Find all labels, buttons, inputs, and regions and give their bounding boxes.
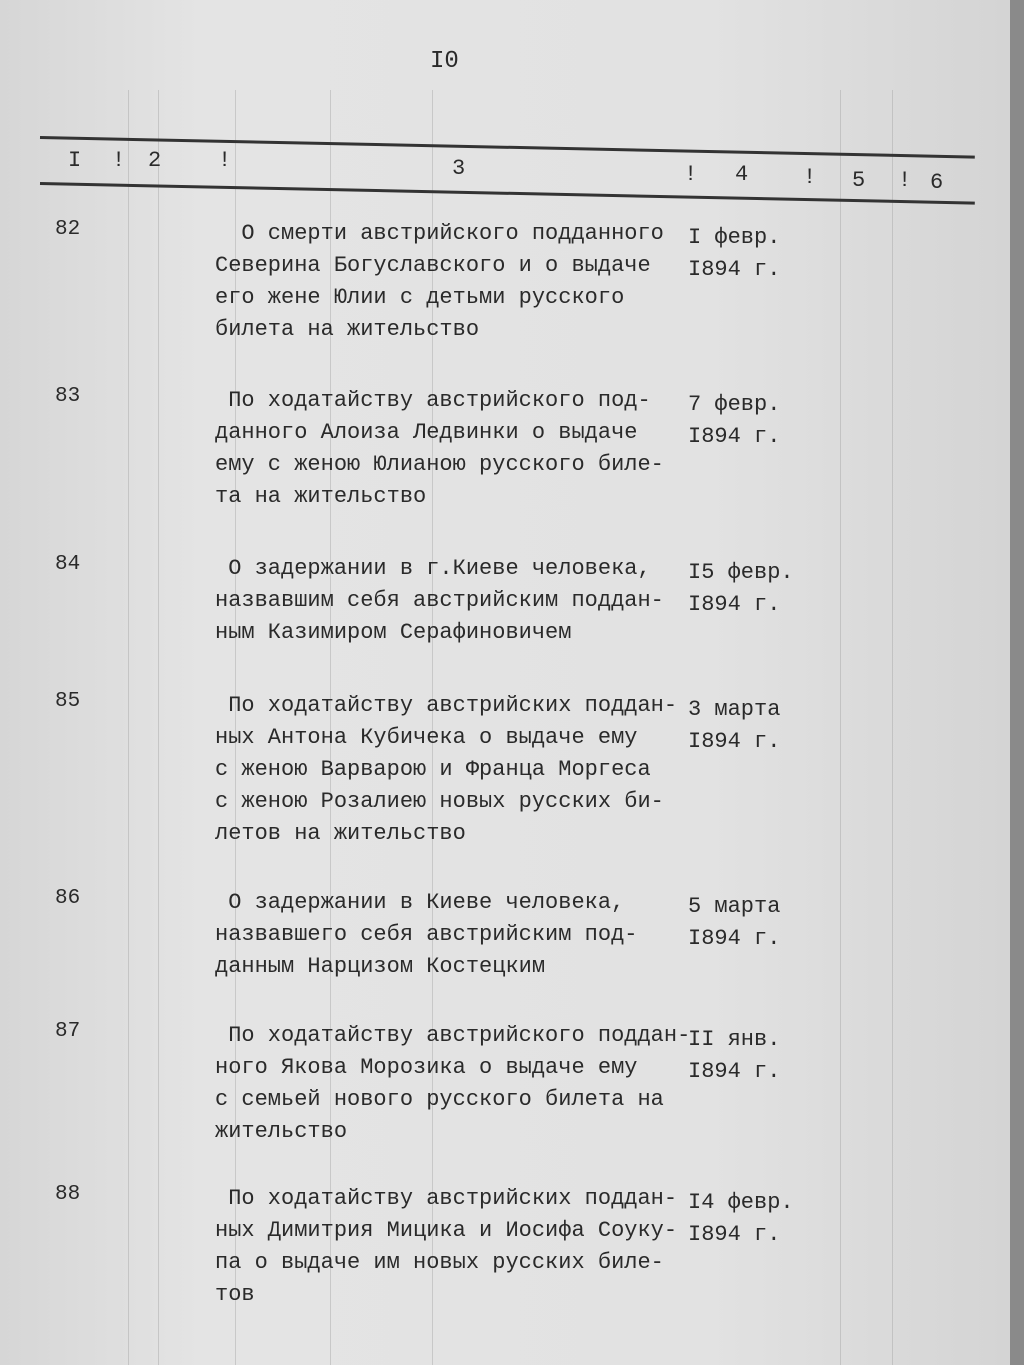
entry-description [215, 218, 664, 346]
date-line: I894 г. [688, 424, 781, 449]
entry-date [688, 1187, 794, 1251]
date-line: 3 марта [688, 697, 781, 722]
description-line: данного Алоиза Ледвинки о выдаче [215, 420, 638, 445]
date-line: I894 г. [688, 1222, 781, 1247]
header-separator: ! [898, 168, 912, 193]
description-line: Северина Богуславского и о выдаче [215, 253, 651, 278]
entry-date [688, 891, 780, 955]
entry-description [215, 553, 664, 649]
header-separator: ! [112, 148, 126, 173]
description-line: О задержании в г.Киеве человека, [215, 556, 651, 581]
entry-date [688, 694, 780, 758]
header-separator: ! [218, 148, 232, 173]
column-rule [128, 90, 129, 1365]
entry-number: 84 [55, 553, 81, 576]
date-line: I894 г. [688, 926, 781, 951]
description-line: летов на жительство [215, 821, 466, 846]
date-line: I4 февр. [688, 1190, 794, 1215]
date-line: I894 г. [688, 257, 781, 282]
entry-number: 87 [55, 1020, 81, 1043]
column-rule [840, 90, 841, 1365]
header-separator: ! [684, 162, 698, 187]
entry-number: 83 [55, 385, 81, 408]
column-rule [892, 90, 893, 1365]
description-line: та на жительство [215, 484, 427, 509]
date-line: 5 марта [688, 894, 781, 919]
date-line: I февр. [688, 225, 781, 250]
entry-date [688, 389, 780, 453]
entry-number: 85 [55, 690, 81, 713]
entry-description [215, 1183, 677, 1311]
date-line: I894 г. [688, 1059, 781, 1084]
description-line: По ходатайству австрийского поддан- [215, 1023, 691, 1048]
entry-date [688, 222, 780, 286]
date-line: I894 г. [688, 729, 781, 754]
entry-description [215, 385, 664, 513]
header-bottom-rule [40, 182, 975, 205]
date-line: 7 февр. [688, 392, 781, 417]
date-line: I5 февр. [688, 560, 794, 585]
header-col: 2 [148, 148, 162, 173]
description-line: данным Нарцизом Костецким [215, 954, 546, 979]
entry-description [215, 1020, 690, 1148]
header-col: 4 [735, 162, 749, 187]
description-line: ных Димитрия Мицика и Иосифа Соуку- [215, 1218, 678, 1243]
description-line: с женою Розалиею новых русских би- [215, 789, 664, 814]
header-col: 6 [930, 170, 944, 195]
entry-number: 86 [55, 887, 81, 910]
header-col: 5 [852, 168, 866, 193]
description-line: с семьей нового русского билета на [215, 1087, 664, 1112]
page-number: I0 [430, 48, 459, 75]
header-col: 3 [452, 156, 466, 181]
description-line: назвавшего себя австрийским под- [215, 922, 638, 947]
description-line: па о выдаче им новых русских биле- [215, 1250, 664, 1275]
description-line: билета на жительство [215, 317, 480, 342]
header-col: I [68, 148, 82, 173]
description-line: жительство [215, 1119, 348, 1144]
description-line: О задержании в Киеве человека, [215, 890, 625, 915]
description-line: По ходатайству австрийского под- [215, 388, 651, 413]
description-line: назвавшим себя австрийским поддан- [215, 588, 664, 613]
description-line: ных Антона Кубичека о выдаче ему [215, 725, 638, 750]
entry-date [688, 557, 794, 621]
column-rule [158, 90, 159, 1365]
description-line: По ходатайству австрийских поддан- [215, 693, 678, 718]
entry-description [215, 887, 637, 983]
description-line: его жене Юлии с детьми русского [215, 285, 625, 310]
description-line: О смерти австрийского подданного [215, 221, 664, 246]
description-line: тов [215, 1282, 255, 1307]
header-separator: ! [803, 165, 817, 190]
entry-description [215, 690, 677, 850]
header-top-rule [40, 136, 975, 159]
description-line: с женою Варварою и Франца Моргеса [215, 757, 651, 782]
entry-number: 88 [55, 1183, 81, 1206]
entry-date [688, 1024, 780, 1088]
description-line: ного Якова Морозика о выдаче ему [215, 1055, 638, 1080]
date-line: II янв. [688, 1027, 781, 1052]
description-line: По ходатайству австрийских поддан- [215, 1186, 678, 1211]
description-line: ным Казимиром Серафиновичем [215, 620, 572, 645]
date-line: I894 г. [688, 592, 781, 617]
entry-number: 82 [55, 218, 81, 241]
description-line: ему с женою Юлианою русского биле- [215, 452, 664, 477]
